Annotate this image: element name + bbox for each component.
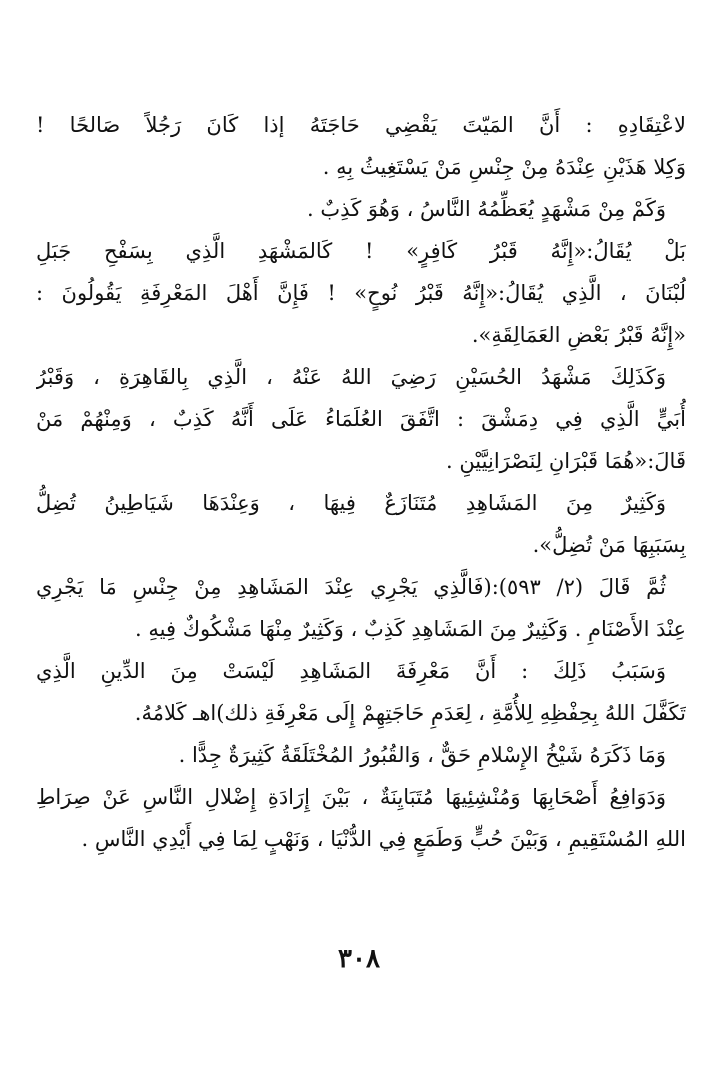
text-line: عِنْدَ الأَصْنَامِ . وَكَثِيرٌ مِنَ المَشَاهِدِ كَذِبٌ ، وَكَثِيرٌ مِنْهَا مَشْكُوكٌ فِيهِ .	[135, 617, 686, 641]
text-line: وَكَذَلِكَ مَشْهَدُ الحُسَيْنِ رَضِيَ اللهُ عَنْهُ ، الَّذِي بِالقَاهِرَةِ ، وَقَبْرُ	[36, 365, 666, 389]
text-line: قَالَ:«هُمَا قَبْرَانِ لِنَصْرَانِيَّيْنِ .	[445, 449, 686, 473]
page-number: ٣٠٨	[338, 944, 380, 974]
text-line: وَكِلا هَذَيْنِ عِنْدَهُ مِنْ جِنْسِ مَنْ يَسْتَغِيثُ بِهِ .	[322, 155, 686, 179]
text-line: اللهِ المُسْتَقِيمِ ، وَبَيْنَ حُبٍّ وَطَمَعٍ فِي الدُّنْيَا ، وَنَهْبٍ لِمَا فِي أَيْدِي النَّاسِ .	[81, 827, 686, 851]
text-line: «إِنَّهُ قَبْرُ بَعْضِ العَمَالِقَةِ».	[471, 323, 686, 347]
text-line: ثُمَّ قَالَ (٢/ ٥٩٣):(فَالَّذِي يَجْرِي عِنْدَ المَشَاهِدِ مِنْ جِنْسِ مَا يَجْرِي	[36, 575, 666, 599]
text-line: تَكَفَّلَ اللهُ بِحِفْظِهِ لِلأُمَّةِ ، لِعَدَمِ حَاجَتِهِمْ إِلَى مَعْرِفَةِ ذلك)اهـ كَلامُهُ.	[134, 701, 686, 725]
text-line: لُبْنَانَ ، الَّذِي يُقَالُ:«إِنَّهُ قَبْرُ نُوحٍ» ! فَإِنَّ أَهْلَ المَعْرِفَةِ يَقُولُونَ :	[36, 281, 686, 305]
text-line: بَلْ يُقَالُ:«إِنَّهُ قَبْرُ كَافِرٍ» ! كَالمَشْهَدِ الَّذِي بِسَفْحِ جَبَلِ	[36, 239, 686, 263]
text-line: وَسَبَبُ ذَلِكَ : أَنَّ مَعْرِفَةَ المَشَاهِدِ لَيْسَتْ مِنَ الدِّينِ الَّذِي	[36, 659, 666, 683]
text-line: وَمَا ذَكَرَهُ شَيْخُ الإِسْلامِ حَقٌّ ، وَالقُبُورُ المُخْتَلَقَةُ كَثِيرَةٌ جِدًّا .	[178, 743, 666, 767]
text-line: وَكَمْ مِنْ مَشْهَدٍ يُعَظِّمُهُ النَّاسُ ، وَهُوَ كَذِبٌ .	[307, 197, 666, 221]
text-line: لاعْتِقَادِهِ : أَنَّ المَيّتَ يَقْضِي حَاجَتَهُ إذا كَانَ رَجُلاً صَالحًا !	[36, 113, 686, 137]
text-line: وَدَوَافِعُ أَصْحَابِهَا وَمُنْشِئِيهَا مُتَبَايِنَةٌ ، بَيْنَ إِرَادَةِ إِضْلالِ النَّاسِ عَنْ صِرَاطِ	[36, 785, 666, 809]
text-line: بِسَبَبِهَا مَنْ تُضِلُّ».	[532, 533, 686, 557]
text-line: أُبَيٍّ الَّذِي فِي دِمَشْقَ : اتَّفَقَ العُلَمَاءُ عَلَى أَنَّهُ كَذِبٌ ، وَمِنْهُمْ مَنْ	[36, 407, 686, 431]
body-text	[36, 104, 686, 860]
text-line: وَكَثِيرٌ مِنَ المَشَاهِدِ مُتَنَازَعٌ فِيهَا ، وَعِنْدَهَا شَيَاطِينُ تُضِلُّ	[36, 491, 666, 515]
